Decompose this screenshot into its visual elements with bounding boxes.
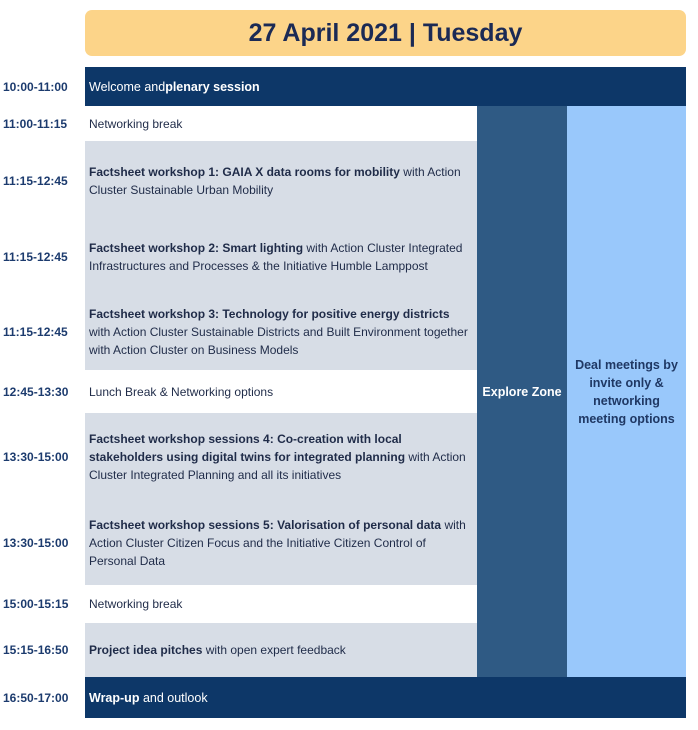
agenda-row-workshop-1 <box>85 141 477 220</box>
agenda-text: Networking break <box>89 597 183 611</box>
explore-zone-label: Explore Zone <box>482 384 562 399</box>
page-title: 27 April 2021 | Tuesday <box>85 10 686 56</box>
agenda-bold-text: Project idea pitches <box>89 643 203 657</box>
agenda-row-welcome <box>85 67 686 106</box>
time-slot: 11:15-12:45 <box>3 173 68 188</box>
agenda-bold-text: Factsheet workshop 3: Technology for positive energy districts <box>89 307 450 321</box>
agenda-text: Networking break <box>89 116 183 131</box>
agenda-row-networking-break <box>85 106 477 141</box>
agenda-bold-text: Wrap-up <box>89 690 140 705</box>
agenda-row-workshop-5 <box>85 501 477 585</box>
agenda-bold-text: Factsheet workshop sessions 5: Valorisation of personal data <box>89 518 442 532</box>
agenda-row-workshop-3 <box>85 294 477 370</box>
time-slot: 15:00-15:15 <box>3 597 69 611</box>
time-slot: 11:15-12:45 <box>3 325 68 339</box>
time-slot: 11:15-12:45 <box>3 250 68 264</box>
agenda-text: with Action Cluster Sustainable Urban Mobility <box>89 164 461 197</box>
time-slot: 12:45-13:30 <box>3 384 69 399</box>
agenda-row-networking-break-2 <box>85 585 477 623</box>
agenda-row-wrap-up <box>85 677 686 718</box>
agenda-bold-text: Factsheet workshop 1: GAIA X data rooms for mobility <box>89 164 400 179</box>
agenda-bold-text: Factsheet workshop 2: Smart lighting <box>89 241 304 255</box>
agenda-text: Lunch Break & Networking options <box>89 384 274 399</box>
agenda-text: with Action Cluster Integrated Planning and all its initiatives <box>89 450 466 482</box>
deal-meetings-column <box>567 106 686 677</box>
agenda-text: with open expert feedback <box>202 643 346 657</box>
time-slot: 15:15-16:50 <box>3 643 69 657</box>
agenda-text: with Action Cluster Citizen Focus and the Initiative Citizen Control of Personal Data <box>89 518 466 568</box>
explore-zone-column <box>477 106 567 677</box>
time-slot: 10:00-11:00 <box>3 79 68 94</box>
agenda-row-workshop-4 <box>85 413 477 501</box>
time-slot: 11:00-11:15 <box>3 116 68 131</box>
time-slot: 13:30-15:00 <box>3 536 69 550</box>
agenda-text: and outlook <box>139 690 208 705</box>
agenda-row-project-pitches <box>85 623 477 677</box>
time-slot: 13:30-15:00 <box>3 450 69 464</box>
agenda-text: with Action Cluster Sustainable Districts and Built Environment together with Action Cluster on Business Models <box>89 325 468 357</box>
agenda-bold-text: Factsheet workshop sessions 4: Co-creation with local stakeholders using digital twins for integrated planning <box>89 432 406 464</box>
agenda-row-workshop-2 <box>85 220 477 294</box>
deal-meetings-label: Deal meetings by invite only & networking meeting options <box>575 357 678 426</box>
agenda-row-lunch-break <box>85 370 477 413</box>
agenda-text: with Action Cluster Integrated Infrastructures and Processes & the Initiative Humble Lamppost <box>89 241 463 273</box>
agenda-text: Welcome and <box>89 79 166 94</box>
time-slot: 16:50-17:00 <box>3 690 69 705</box>
agenda-bold-text: plenary session <box>165 79 260 94</box>
